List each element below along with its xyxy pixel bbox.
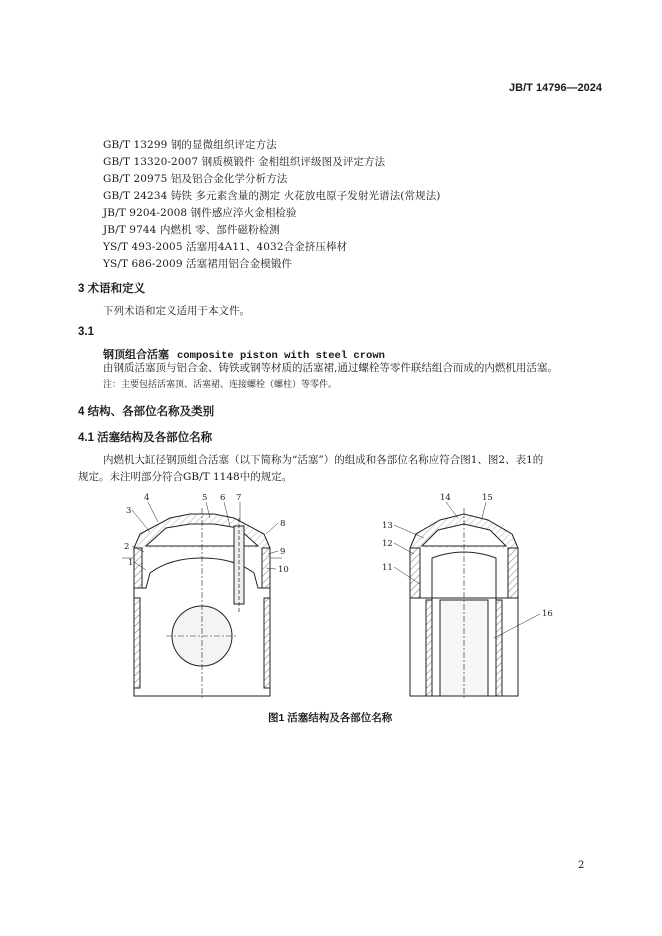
piston-structure-figure	[110, 488, 570, 708]
figure-caption: 图1 活塞结构及各部位名称	[268, 712, 393, 724]
section-3-heading: 3 术语和定义	[78, 283, 146, 295]
label-5: 5	[202, 493, 208, 503]
label-11: 11	[382, 563, 393, 573]
label-10: 10	[278, 565, 289, 575]
section-4-heading: 4 结构、各部位名称及类别	[78, 406, 215, 418]
label-1: 1	[128, 558, 134, 568]
reference-item: GB/T 13299 钢的显微组织评定方法	[103, 139, 277, 151]
page-number: 2	[578, 860, 585, 871]
label-15: 15	[482, 493, 493, 503]
left-piston-drawing	[122, 508, 282, 700]
reference-item: GB/T 24234 铸铁 多元素含量的测定 火花放电原子发射光谱法(常规法)	[103, 190, 441, 202]
label-8: 8	[280, 519, 286, 529]
section-4-1-heading: 4.1 活塞结构及各部位名称	[78, 432, 213, 444]
reference-item: YS/T 686-2009 活塞裙用铝合金模锻件	[103, 258, 293, 270]
label-7: 7	[236, 493, 242, 503]
label-16: 16	[542, 609, 553, 619]
term-chinese: 钢顶组合活塞	[103, 349, 169, 361]
section-4-1-paragraph-line2: 规定。未注明部分符合GB/T 1148中的规定。	[78, 471, 293, 483]
label-3: 3	[126, 506, 132, 516]
term-english: composite piston with steel crown	[177, 350, 385, 362]
label-6: 6	[220, 493, 226, 503]
label-4: 4	[144, 493, 150, 503]
reference-item: JB/T 9204-2008 钢件感应淬火金相检验	[103, 207, 297, 219]
label-14: 14	[440, 493, 451, 503]
document-number: JB/T 14796—2024	[509, 82, 602, 94]
reference-item: GB/T 20975 铝及铝合金化学分析方法	[103, 173, 288, 185]
reference-item: JB/T 9744 内燃机 零、部件磁粉检测	[103, 224, 280, 236]
label-9: 9	[280, 547, 286, 557]
reference-item: YS/T 493-2005 活塞用4A11、4032合金挤压棒材	[103, 241, 348, 253]
clause-3-1-number: 3.1	[78, 326, 94, 338]
right-piston-drawing	[410, 508, 518, 700]
section-3-intro: 下列术语和定义适用于本文件。	[103, 305, 250, 317]
label-12: 12	[382, 539, 393, 549]
term-note: 注：主要包括活塞顶、活塞裙、连接螺栓（螺柱）等零件。	[103, 380, 338, 390]
section-4-1-paragraph-line1: 内燃机大缸径钢顶组合活塞（以下简称为“活塞”）的组成和各部位名称应符合图1、图2、表1的	[103, 454, 544, 466]
label-13: 13	[382, 521, 393, 531]
term-definition: 由钢质活塞顶与铝合金、铸铁或钢等材质的活塞裙,通过螺栓等零件联结组合而成的内燃机用活塞。	[103, 362, 558, 374]
reference-item: GB/T 13320-2007 钢质模锻件 金相组织评级图及评定方法	[103, 156, 386, 168]
label-2: 2	[124, 542, 130, 552]
